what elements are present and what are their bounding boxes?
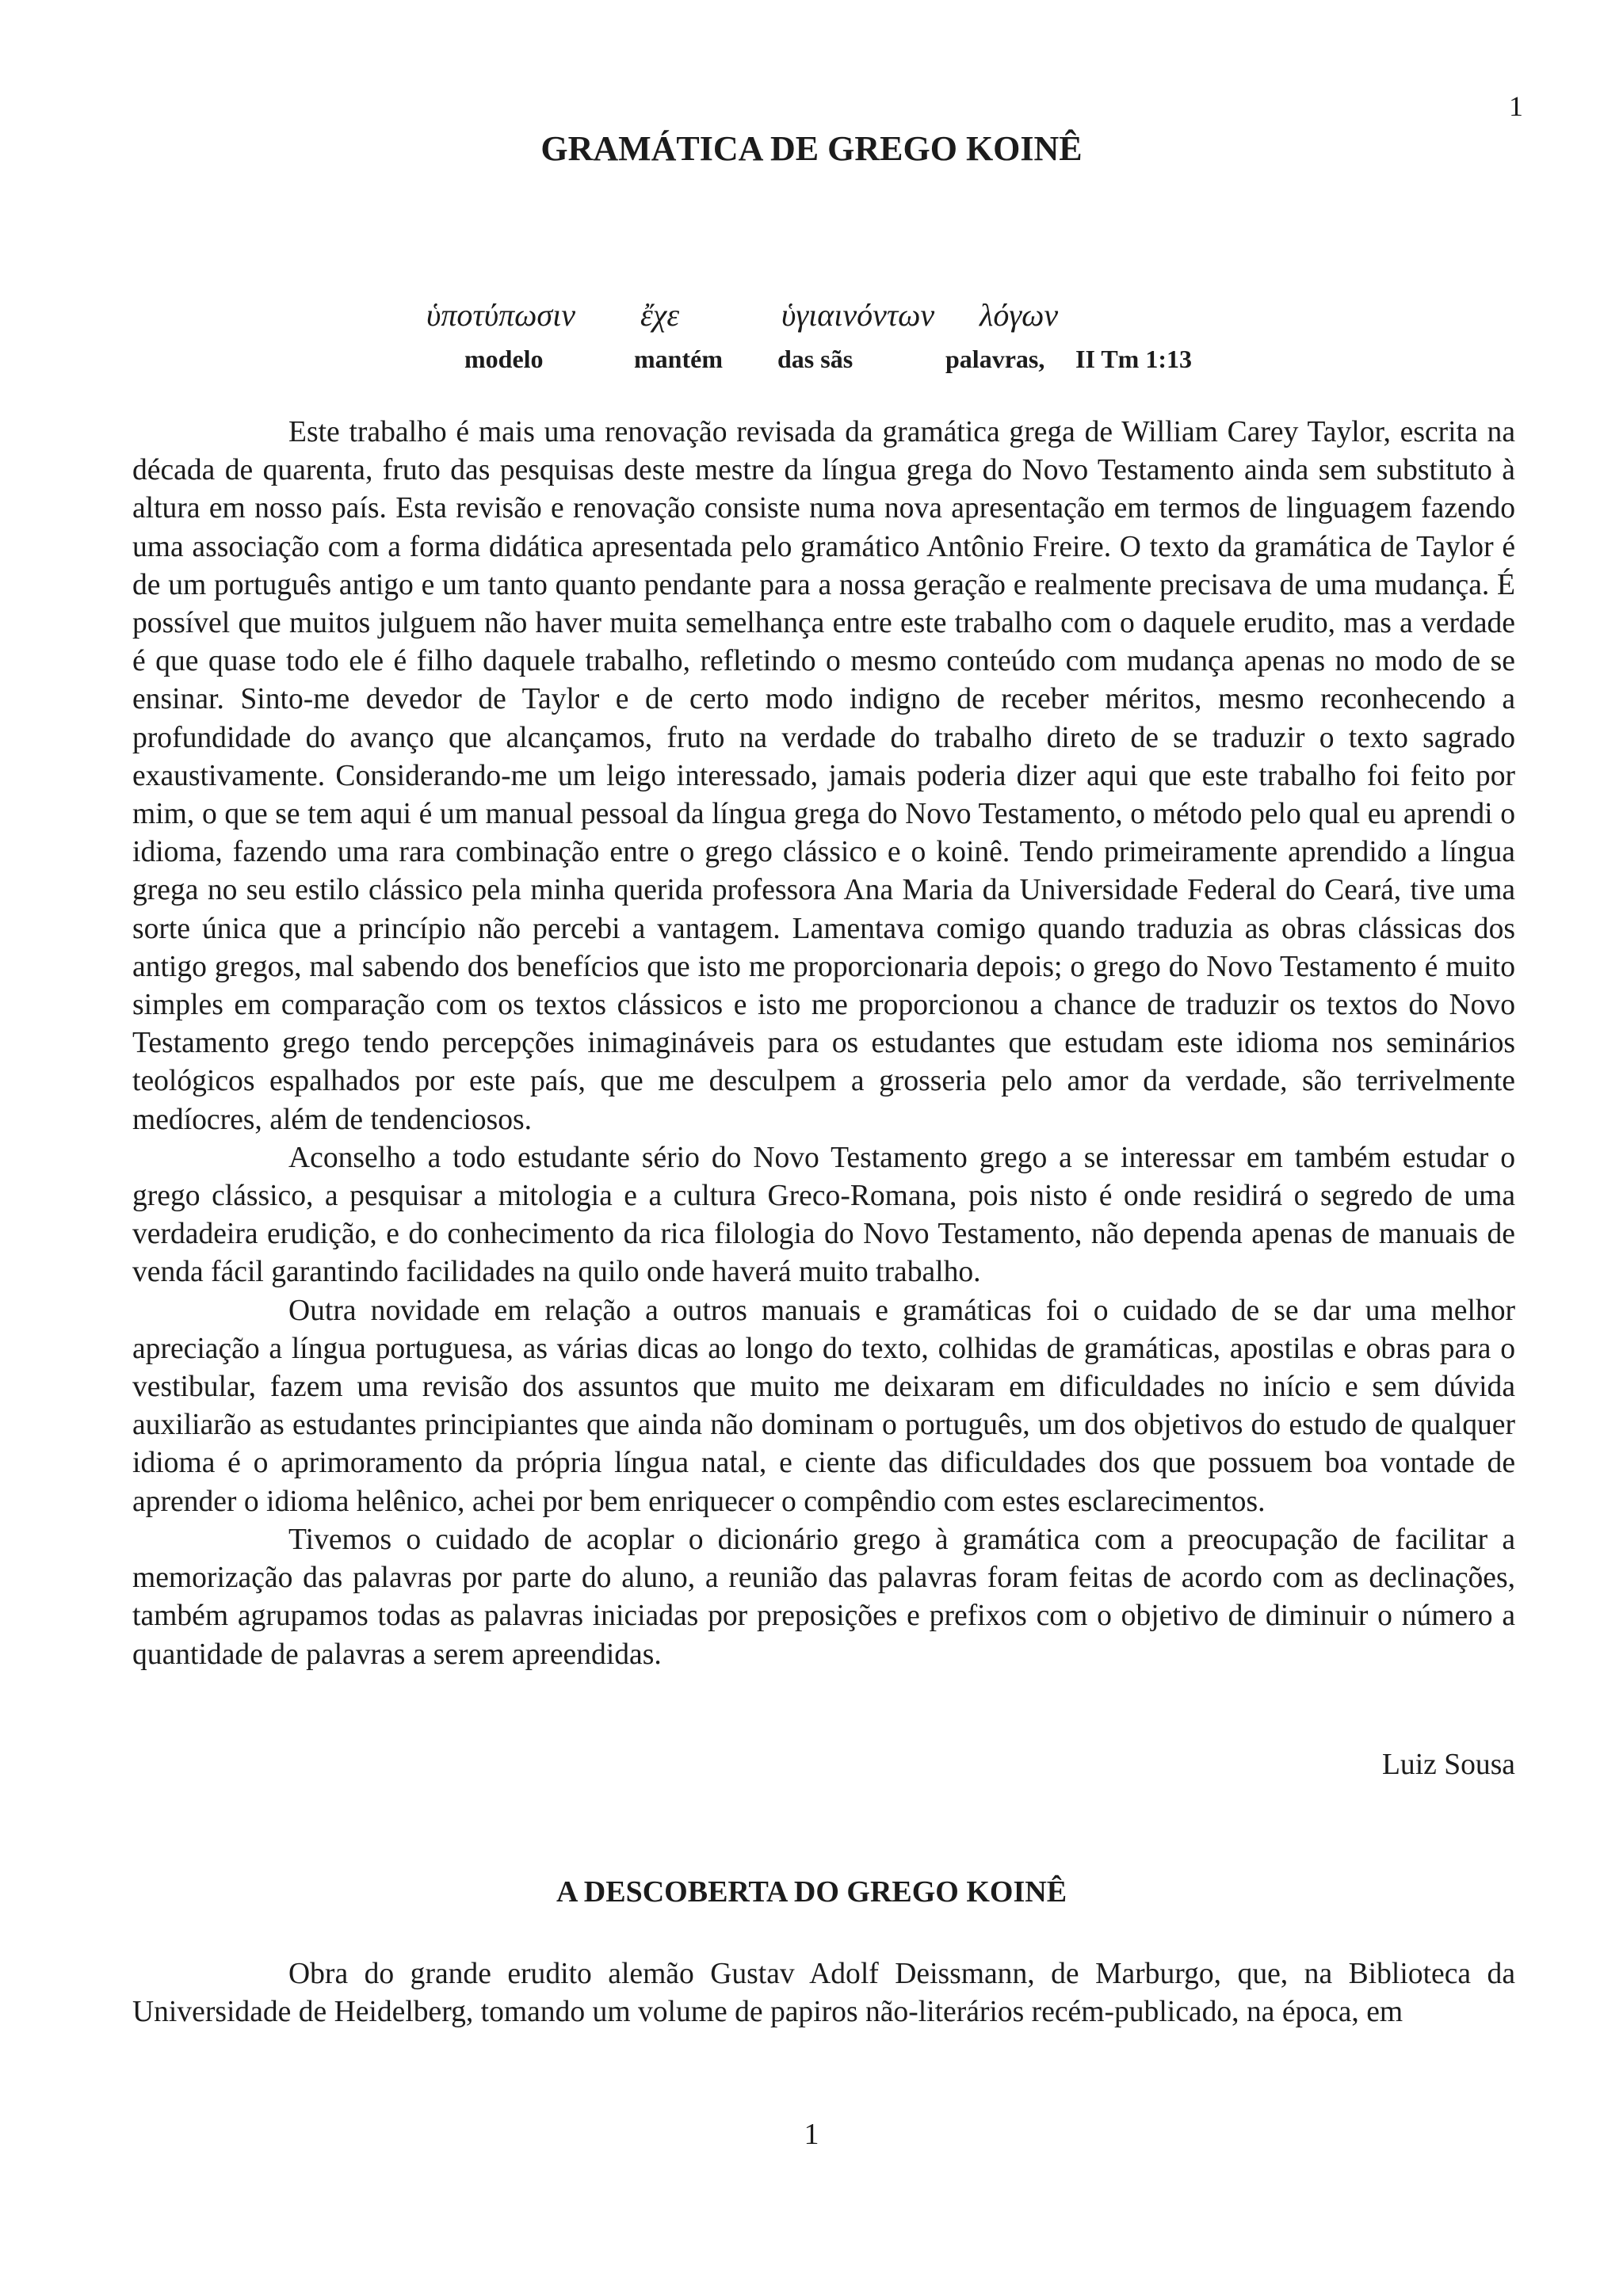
author-signature: Luiz Sousa — [1381, 1749, 1515, 1781]
intro-paragraph: Outra novidade em relação a outros manuais e gramáticas foi o cuidado de se dar uma melhor apreciação a língua portuguesa, as várias dicas ao longo do texto, colhidas de gramáticas, apostilas e obras para o vestibular, fazem uma revisão dos assuntos que muito me deixaram em dificuldades no início e sem dúvida auxiliarão as estudantes principiantes que ainda não dominam o português, um dos objetivos do estudo de qualquer idioma é o aprimoramento da própria língua natal, e ciente das dificuldades dos que possuem boa vontade de aprender o idioma helênico, achei por bem enriquecer o compêndio com estes esclarecimentos. — [132, 1294, 1515, 1518]
epigraph-gloss-word: palavras, — [945, 345, 1045, 373]
intro-paragraph: Este trabalho é mais uma renovação revisada da gramática grega de William Carey Taylor, escrita na década de quarenta, fruto das pesquisas deste mestre da língua grega do Novo Testamento ainda sem substituto à altura em nosso país. Esta revisão e renovação consiste numa nova apresentação em termos de linguagem fazendo uma associação com a forma didática apresentada pelo gramático Antônio Freire. O texto da gramática de Taylor é de um português antigo e um tanto quanto pendante para a nossa geração e realmente precisava de uma mudança. É possível que muitos julguem não haver muita semelhança entre este trabalho com o daquele erudito, mas a verdade é que quase todo ele é filho daquele trabalho, refletindo o mesmo conteúdo com mudança apenas no modo de se ensinar. Sinto-me devedor de Taylor e de certo modo indigno de receber méritos, mesmo reconhecendo a profundidade do avanço que alcançamos, fruto na verdade do trabalho direto de se traduzir o texto sagrado exaustivamente. Considerando-me um leigo interessado, jamais poderia dizer aqui que este trabalho foi feito por mim, o que se tem aqui é um manual pessoal da língua grega do Novo Testamento, o método pelo qual eu aprendi o idioma, fazendo uma rara combinação entre o grego clássico e o koinê. Tendo primeiramente aprendido a língua grega no seu estilo clássico pela minha querida professora Ana Maria da Universidade Federal do Ceará, tive uma sorte única que a princípio não percebi a vantagem. Lamentava comigo quando traduzia as obras clássicas dos antigo gregos, mal sabendo dos benefícios que isto me proporcionaria depois; o grego do Novo Testamento é muito simples em comparação com os textos clássicos e isto me proporcionou a chance de traduzir os textos do Novo Testamento grego tendo percepções inimagináveis para os estudantes que estudam este idioma nos seminários teológicos espalhados por este país, que me desculpem a grosseria pelo amor da verdade, são terrivelmente medíocres, além de tendenciosos. — [132, 416, 1515, 1136]
epigraph-gloss-word: modelo — [464, 345, 544, 373]
epigraph-greek-word: ὑποτύπωσιν — [426, 297, 575, 333]
section-paragraph: Obra do grande erudito alemão Gustav Adolf Deissmann, de Marburgo, que, na Biblioteca da Universidade de Heidelberg, tomando um volume de papiros não-literários recém-publicado, na época, em — [132, 1958, 1515, 2029]
epigraph-gloss-word: das sãs — [777, 345, 854, 373]
intro-paragraph: Tivemos o cuidado de acoplar o dicionário grego à gramática com a preocupação de facilitar a memorização das palavras por parte do aluno, a reunião das palavras foram feitas de acordo com as declinações, também agrupamos todas as palavras iniciadas por preposições e prefixos com o objetivo de diminuir o número a quantidade de palavras a serem apreendidas. — [132, 1523, 1515, 1671]
intro-text — [132, 414, 1515, 1674]
section-title: A DESCOBERTA DO GREGO KOINÊ — [556, 1875, 1067, 1909]
intro-paragraph: Aconselho a todo estudante sério do Novo Testamento grego a se interessar em também estudar o grego clássico, a pesquisar a mitologia e a cultura Greco-Romana, pois nisto é onde residirá o segredo de uma verdadeira erudição, e do conhecimento da rica filologia do Novo Testamento, não dependa apenas de manuais de venda fácil garantindo facilidades na quilo onde haverá muito trabalho. — [132, 1141, 1515, 1289]
epigraph-greek-word: ἔχε — [640, 297, 680, 333]
epigraph-gloss-word: mantém — [634, 345, 723, 373]
page-title: GRAMÁTICA DE GREGO KOINÊ — [540, 129, 1083, 168]
epigraph-reference: II Tm 1:13 — [1075, 345, 1192, 373]
page-number-bottom: 1 — [804, 2118, 819, 2151]
page-number-top: 1 — [1509, 90, 1523, 122]
section-text — [132, 1955, 1515, 2031]
epigraph-greek-word: λόγων — [980, 297, 1059, 333]
epigraph-greek-word: ὑγιαινόντων — [781, 297, 935, 333]
